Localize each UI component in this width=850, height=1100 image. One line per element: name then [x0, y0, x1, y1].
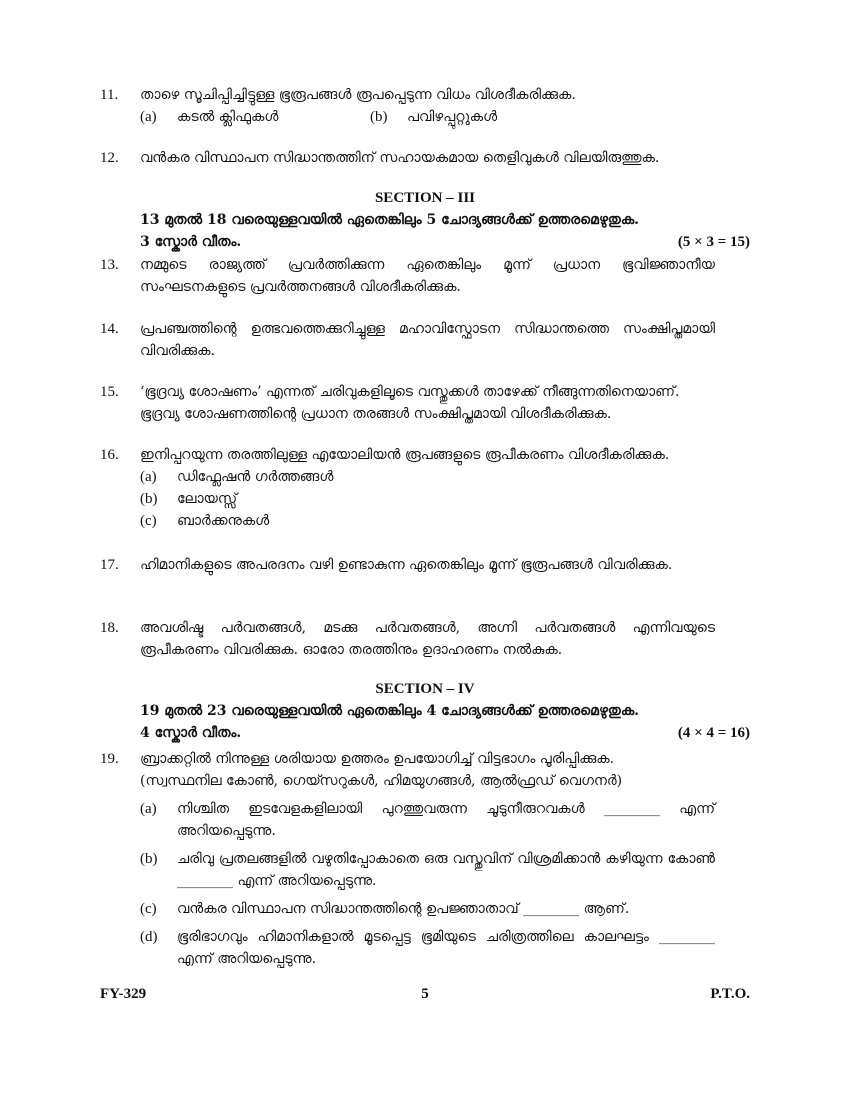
- sub-question-text: ഭൂരിഭാഗവും ഹിമാനികളാൽ മൂടപ്പെട്ട ഭൂമിയുടെ ചരിത്രത്തിലെ കാലഘട്ടം ________ എന്ന് അറിയപ്പെടുന്നു.: [177, 929, 715, 967]
- question-text: അവശിഷ്ട പർവതങ്ങൾ, മടക്കു പർവതങ്ങൾ, അഗ്നി പർവതങ്ങൾ എന്നിവയുടെ രൂപീകരണം വിവരിക്കുക. ഓരോ തരത്തിനും ഉദാഹരണം നൽകുക.: [140, 620, 715, 658]
- question-number: 15.: [100, 384, 119, 400]
- question-19: [100, 748, 750, 976]
- paper-code: FY-329: [100, 986, 147, 1002]
- question-15: [100, 381, 750, 425]
- question-number: 17.: [100, 557, 119, 573]
- option-a: [140, 466, 750, 488]
- section-3-title: SECTION – III: [374, 190, 476, 206]
- option-label: (d): [140, 929, 158, 945]
- sub-question-text: വൻകര വിസ്ഥാപന സിദ്ധാന്തത്തിന്റെ ഉപജ്ഞാതാവ് ________ ആണ്.: [177, 901, 630, 917]
- question-text: വൻകര വിസ്ഥാപന സിദ്ധാന്തത്തിന് സഹായകമായ തെളിവുകൾ വിലയിരുത്തുക.: [140, 150, 660, 166]
- question-14: [100, 318, 750, 362]
- answer-choices: (സ്വസ്ഥനില കോൺ, ഗെയ്സറുകൾ, ഹിമയുഗങ്ങൾ, ആൽഫ്രഡ് വെഗനർ): [140, 773, 623, 789]
- question-18: [100, 617, 750, 661]
- option-label: (c): [140, 513, 157, 529]
- sub-question-c: [140, 898, 750, 920]
- score-text: 4 സ്കോർ വീതം.: [140, 725, 242, 741]
- question-16: [100, 444, 750, 532]
- question-text: ബ്രാക്കറ്റിൽ നിന്നുള്ള ശരിയായ ഉത്തരം ഉപയോഗിച്ച് വിട്ടഭാഗം പൂരിപ്പിക്കുക.: [140, 751, 615, 767]
- option-text: ബാർക്കനുകൾ: [177, 513, 270, 529]
- option-label: (b): [140, 491, 158, 507]
- option-text: ലോയസ്സ്: [177, 491, 238, 507]
- question-text: ഇനിപ്പറയുന്ന തരത്തിലുള്ള എയോലിയൻ രൂപങ്ങളുടെ രൂപീകരണം വിശദീകരിക്കുക.: [140, 447, 670, 463]
- question-number: 14.: [100, 321, 119, 337]
- question-text: നമ്മുടെ രാജ്യത്ത് പ്രവർത്തിക്കുന്ന ഏതെങ്കിലും മൂന്ന് പ്രധാന ഭൂവിജ്ഞാനീയ സംഘടനകളുടെ പ്രവർത്തനങ്ങൾ വിശദീകരിക്കുക.: [140, 257, 715, 295]
- score-line: [140, 722, 750, 744]
- question-17: [100, 554, 750, 576]
- marks-total: (4 × 4 = 16): [677, 725, 750, 741]
- option-label: (a): [140, 109, 157, 125]
- page-number: 5: [421, 986, 429, 1002]
- pto-label: P.T.O.: [710, 986, 750, 1002]
- option-label: (a): [140, 801, 157, 817]
- section-3-instructions: [140, 209, 750, 253]
- option-text: പവിഴപ്പുറ്റുകൾ: [407, 109, 498, 125]
- score-line: [140, 231, 750, 253]
- option-b: [140, 488, 750, 510]
- option-label: (c): [140, 901, 157, 917]
- section-4-title: SECTION – IV: [375, 681, 475, 697]
- question-text: ഹിമാനികളുടെ അപരദനം വഴി ഉണ്ടാകുന്ന ഏതെങ്കിലും മൂന്ന് ഭൂരൂപങ്ങൾ വിവരിക്കുക.: [140, 557, 673, 573]
- options-row: [140, 106, 750, 128]
- question-text: ‘ഭൂദ്രവ്യ ശോഷണം’ എന്നത് ചരിവുകളിലൂടെ വസ്തുക്കൾ താഴേക്ക് നീങ്ങുന്നതിനെയാണ്. ഭൂദ്രവ്യ ശോഷണത്തിന്റെ പ്രധാന തരങ്ങൾ സംക്ഷിപ്തമായി വിശദീകരിക്കുക.: [140, 384, 680, 422]
- option-label: (b): [140, 851, 158, 867]
- question-number: 18.: [100, 620, 119, 636]
- sub-question-d: [140, 926, 750, 970]
- question-number: 13.: [100, 257, 119, 273]
- question-11: [100, 84, 750, 128]
- sub-question-b: [140, 848, 750, 892]
- question-number: 12.: [100, 150, 119, 166]
- question-text: താഴെ സൂചിപ്പിച്ചിട്ടുള്ള ഭൂരൂപങ്ങൾ രൂപപ്പെടുന്ന വിധം വിശദീകരിക്കുക.: [140, 87, 576, 103]
- marks-total: (5 × 3 = 15): [677, 234, 750, 250]
- sub-question-text: ചരിവു പ്രതലങ്ങളിൽ വഴുതിപ്പോകാതെ ഒരു വസ്തുവിന് വിശ്രമിക്കാൻ കഴിയുന്ന കോൺ ________ എന്ന് അറിയപ്പെടുന്നു.: [177, 851, 715, 889]
- sub-question-text: നിശ്ചിത ഇടവേളകളിലായി പുറത്തുവരുന്ന ചൂടുനീരുറവകൾ ________ എന്ന് അറിയപ്പെടുന്നു.: [177, 801, 715, 839]
- question-number: 16.: [100, 447, 119, 463]
- option-c: [140, 510, 750, 532]
- option-label: (a): [140, 469, 157, 485]
- section-4-instructions: [140, 700, 750, 744]
- question-13: [100, 254, 750, 298]
- option-text: കടൽ ക്ലിഫുകൾ: [177, 109, 279, 125]
- question-12: [100, 147, 750, 169]
- section-instruction: 13 മുതൽ 18 വരെയുള്ളവയിൽ ഏതെങ്കിലും 5 ചോദ്യങ്ങൾക്ക് ഉത്തരമെഴുതുക.: [140, 212, 640, 228]
- question-number: 11.: [100, 87, 119, 103]
- sub-question-a: [140, 798, 750, 842]
- option-label: (b): [370, 109, 388, 125]
- option-text: ഡിഫ്ലേഷൻ ഗർത്തങ്ങൾ: [177, 469, 334, 485]
- score-text: 3 സ്കോർ വീതം.: [140, 234, 242, 250]
- question-text: പ്രപഞ്ചത്തിന്റെ ഉത്ഭവത്തെക്കുറിച്ചുള്ള മഹാവിസ്ഫോടന സിദ്ധാന്തത്തെ സംക്ഷിപ്തമായി വിവരിക്കുക.: [140, 321, 715, 359]
- question-number: 19.: [100, 751, 119, 767]
- section-instruction: 19 മുതൽ 23 വരെയുള്ളവയിൽ ഏതെങ്കിലും 4 ചോദ്യങ്ങൾക്ക് ഉത്തരമെഴുതുക.: [140, 703, 640, 719]
